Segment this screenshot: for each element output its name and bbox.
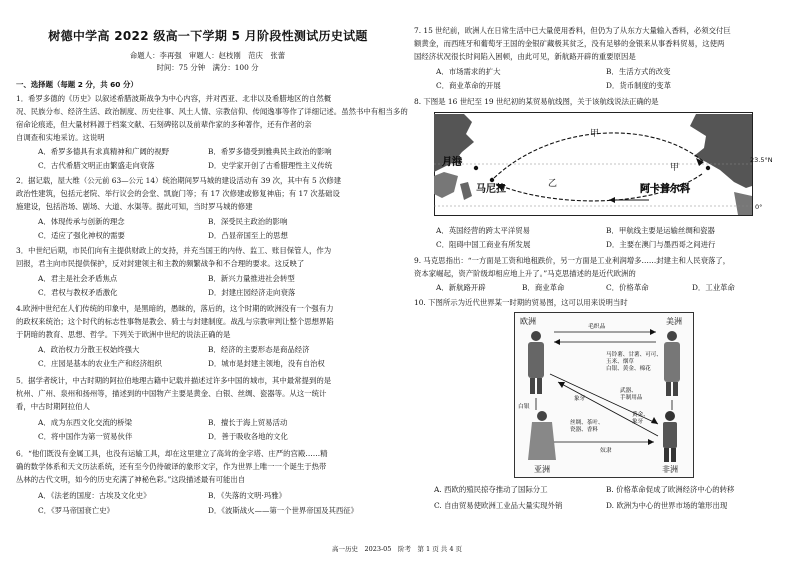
q5-line: 杭州、广州、泉州和扬州等，描述到的中国物产主要是黄金、白银、丝绸、瓷器等。从这一统计 [16, 389, 327, 398]
q5-option-d[interactable]: D．善于吸收各地的文化 [208, 432, 288, 441]
q6-line: 丛林的古代文明，如今的历史充满了神秘色彩。”这段描述最有可能出自 [16, 475, 246, 484]
q7-option-a[interactable]: A．市场需求的扩大 [436, 67, 501, 76]
q3-option-d[interactable]: D．封建庄园经济走向衰落 [208, 288, 296, 297]
q4-option-a[interactable]: A．政治权力分散王权始终强大 [38, 345, 140, 354]
q8-option-d[interactable]: D．主要在澳门与墨西哥之间进行 [606, 240, 716, 249]
q7-option-d[interactable]: D．货币制度的变革 [606, 81, 672, 90]
q3-option-c[interactable]: C．君权与教权矛盾激化 [38, 288, 118, 297]
q9-line: 9. 马克思指出：“一方面是工资和地租跌价，另一方面是工业利润增多……封建主和人民衰落了， [414, 256, 731, 265]
silver-label: 白银 [518, 404, 530, 410]
q9-option-c[interactable]: C．价格革命 [606, 283, 649, 292]
goods-label: 玉米、烟草 [606, 359, 634, 365]
asia-label: 亚洲 [534, 465, 550, 474]
q1-line: 1．希罗多德的《历史》以叙述希腊波斯战争为中心内容，并对西亚、北非以及希腊地区的自然概 [16, 94, 332, 103]
q5-line: 5．据学者统计，中古时期的阿拉伯地理古籍中记载并描述过许多中国的城市，其中最常提到的是 [16, 376, 332, 385]
q10-option-d[interactable]: D. 欧洲为中心的世界市场的雏形出现 [606, 501, 728, 510]
q4-option-b[interactable]: B．经济的主要形态是商品经济 [208, 345, 310, 354]
manila-dot [490, 178, 494, 182]
q2-line: 政治性建筑，包括元老院、举行议会的会堂、凯旋门等；有 17 次修建或修复神庙；有 17 次基础设 [16, 189, 340, 198]
q5-option-a[interactable]: A．成为东西文化交流的桥梁 [38, 418, 133, 427]
q1-option-c[interactable]: C．古代希腊文明正由繁盛走向衰落 [38, 161, 155, 170]
q6-option-a[interactable]: A．《法老的国度：古埃及文化史》 [38, 491, 151, 500]
goods-label: 丝绸、茶叶、 [570, 420, 604, 426]
q2-line: 施建设，包括浴场、剧场、大道、水渠等。据此可知，当时罗马城的修建 [16, 202, 253, 211]
route-jia-label: 甲 [590, 129, 600, 139]
q9-option-d[interactable]: D．工业革命 [692, 283, 735, 292]
goods-label: 白银、黄金、棉花 [606, 366, 651, 372]
goods-label: 象牙 [574, 396, 586, 402]
africa-label: 非洲 [662, 465, 678, 474]
trade-diagram [514, 312, 694, 478]
q2-line: 2．据记载，屋大维（公元前 63—公元 14）统治期间罗马城的建设活动有 39 次，其中有 5 次修建 [16, 176, 342, 185]
exam-title: 树德中学高 2022 级高一下学期 5 月阶段性测试历史试题 [48, 29, 368, 43]
route-yi-label: 乙 [548, 179, 558, 189]
tropic-label: 23.5°N [750, 156, 773, 164]
moon-port-label: 月港 [442, 157, 462, 168]
q3-option-a[interactable]: A．君主是社会矛盾焦点 [38, 274, 118, 283]
q4-line: 4.欧洲中世纪在人们传统的印象中，是黑暗的，愚昧的，落后的，这个时期的欧洲没有一个强有力 [16, 304, 334, 313]
time-score-line: 时间：75 分钟 满分：100 分 [156, 63, 259, 72]
q1-line: 况、民族分布、经济生活、政治制度、历史往事、风土人情、宗教信仰、传闻逸事等作了详细记述。虽然书中有相当多的 [16, 107, 408, 116]
q1-line: 宿命论痕迹，但大量材料源于档案文献、石刻碑铭以及前辈作家的多种著作，还有作者的亲 [16, 120, 312, 129]
goods-label: 象牙 [632, 419, 644, 425]
q9-line: 资本家崛起，资产阶级却相应地上升了。”马克思描述的是近代欧洲的 [414, 269, 636, 278]
q2-option-d[interactable]: D．凸显帝国至上的思想 [208, 231, 288, 240]
q4-line: 于阴暗的教育、思想、哲学。下列关于欧洲中世纪的说法正确的是 [16, 330, 231, 339]
slaves-label: 奴隶 [600, 448, 612, 454]
acapulco-label: 阿卡普尔科 [640, 184, 690, 195]
q7-option-b[interactable]: B．生活方式的改变 [606, 67, 671, 76]
goods-label: 手制用品 [620, 395, 643, 401]
moon-port-dot [474, 166, 478, 170]
q5-option-b[interactable]: B．擅长于海上贸易活动 [208, 418, 288, 427]
goods-label: 武器、 [620, 388, 637, 394]
q1-option-a[interactable]: A．希罗多德具有求真精神和广阔的视野 [38, 147, 169, 156]
q3-line: 3．中世纪后期，市民们向有主提供财政上的支持，并充当国王的内侍、监工、账目保管人，作为 [16, 246, 332, 255]
equator-label: 0° [755, 203, 763, 211]
q9-option-a[interactable]: A．新航路开辟 [436, 283, 486, 292]
q4-line: 的政权来统治；这个时代的标志性事物是教会、骑士与封建制度。战乱与宗教审判让整个思想界陷 [16, 317, 334, 326]
q8-option-b[interactable]: B．甲航线主要是运输丝绸和瓷器 [606, 226, 715, 235]
q5-line: 看，中古时期阿拉伯人 [16, 402, 90, 411]
q6-option-c[interactable]: C．《罗马帝国衰亡史》 [38, 506, 114, 515]
q1-line: 自调查和实地采访。这说明 [16, 133, 105, 142]
furs-label: 毛织品 [588, 324, 606, 330]
q6-option-b[interactable]: B．《失落的文明·玛雅》 [208, 491, 286, 500]
q8-option-c[interactable]: C．阻碍中国工商业有所发展 [436, 240, 531, 249]
q10-option-c[interactable]: C. 自由贸易使欧洲工业品大量实现外销 [434, 501, 563, 510]
q1-option-b[interactable]: B．希罗多德受到雅典民主政治的影响 [208, 147, 332, 156]
q10-option-a[interactable]: A. 西欧的殖民掠夺推动了国际分工 [434, 485, 548, 494]
q6-line: 6．“他们既没有金属工具，也没有运输工具，却在这里建立了高耸的金字塔、庄严的宫殿……精 [16, 449, 328, 458]
route-jia-label-2: 甲 [670, 163, 680, 173]
q9-option-b[interactable]: B．商业革命 [522, 283, 565, 292]
q7-option-c[interactable]: C．商业革命的开展 [436, 81, 501, 90]
acapulco-dot [706, 166, 710, 170]
goods-label: 黄金、 [632, 412, 649, 418]
q10-line: 10. 下图所示为近代世界某一时期的贸易图，这可以用来说明当时 [414, 298, 628, 307]
q1-option-d[interactable]: D．史学家开创了古希腊理性主义传统 [208, 161, 333, 170]
q7-line: 额黄金，而西班牙和葡萄牙王国的金银矿藏极其贫乏，没有足够的金银来从事香料贸易，这使两 [414, 39, 725, 48]
q3-line: 回报，君主向市民提供保护，反对封建领主和主教的频繁战争和不合理的要求。这反映了 [16, 259, 305, 268]
q2-option-b[interactable]: B．深受民主政治的影响 [208, 217, 288, 226]
goods-label: 马铃薯、甘薯、可可、 [606, 352, 662, 358]
q7-line: 国经济状况很长时间陷入困顿，由此可见，新航路开辟的重要原因是 [414, 52, 636, 61]
q5-option-c[interactable]: C．将中国作为第一贸易伙伴 [38, 432, 133, 441]
q4-option-d[interactable]: D．城市是封建主领地，没有自治权 [208, 359, 325, 368]
goods-label: 瓷器、香料 [570, 427, 598, 433]
europe-label: 欧洲 [520, 317, 536, 326]
author-line: 命题人：李再强 审题人：赵枝刚 范庆 张蕾 [129, 51, 286, 60]
america-label: 美洲 [666, 317, 682, 326]
trade-route-map [434, 112, 773, 220]
q8-option-a[interactable]: A．英国经营的跨太平洋贸易 [436, 226, 531, 235]
page-footer: 高一历史 2023-05 阶考 第 1 页 共 4 页 [331, 545, 463, 553]
manila-label: 马尼拉 [476, 184, 506, 195]
q6-option-d[interactable]: D．《波斯战火——第一个世界帝国及其西征》 [208, 506, 359, 515]
q4-option-c[interactable]: C．庄园是基本的农业生产和经济组织 [38, 359, 162, 368]
q10-option-b[interactable]: B. 价格革命促成了欧洲经济中心的转移 [606, 485, 735, 494]
q6-line: 确的数学体系和天文历法系统，还有至今仍待破译的象形文字，作为世界上唯一一个诞生于热带 [16, 462, 327, 471]
q2-option-a[interactable]: A．体现传承与创新的理念 [38, 217, 125, 226]
section-heading: 一、选择题（每题 2 分，共 60 分） [16, 80, 138, 89]
q8-line: 8. 下图是 16 世纪至 19 世纪初的某贸易航线图，关于该航线说法正确的是 [414, 97, 659, 106]
q7-line: 7. 15 世纪前，欧洲人在日常生活中已大量使用香料，但仍为了从东方大量输入香料，必须交付巨 [414, 26, 731, 35]
q2-option-c[interactable]: C．适应了强化神权的需要 [38, 231, 125, 240]
q3-option-b[interactable]: B．新兴力量推进社会转型 [208, 274, 295, 283]
